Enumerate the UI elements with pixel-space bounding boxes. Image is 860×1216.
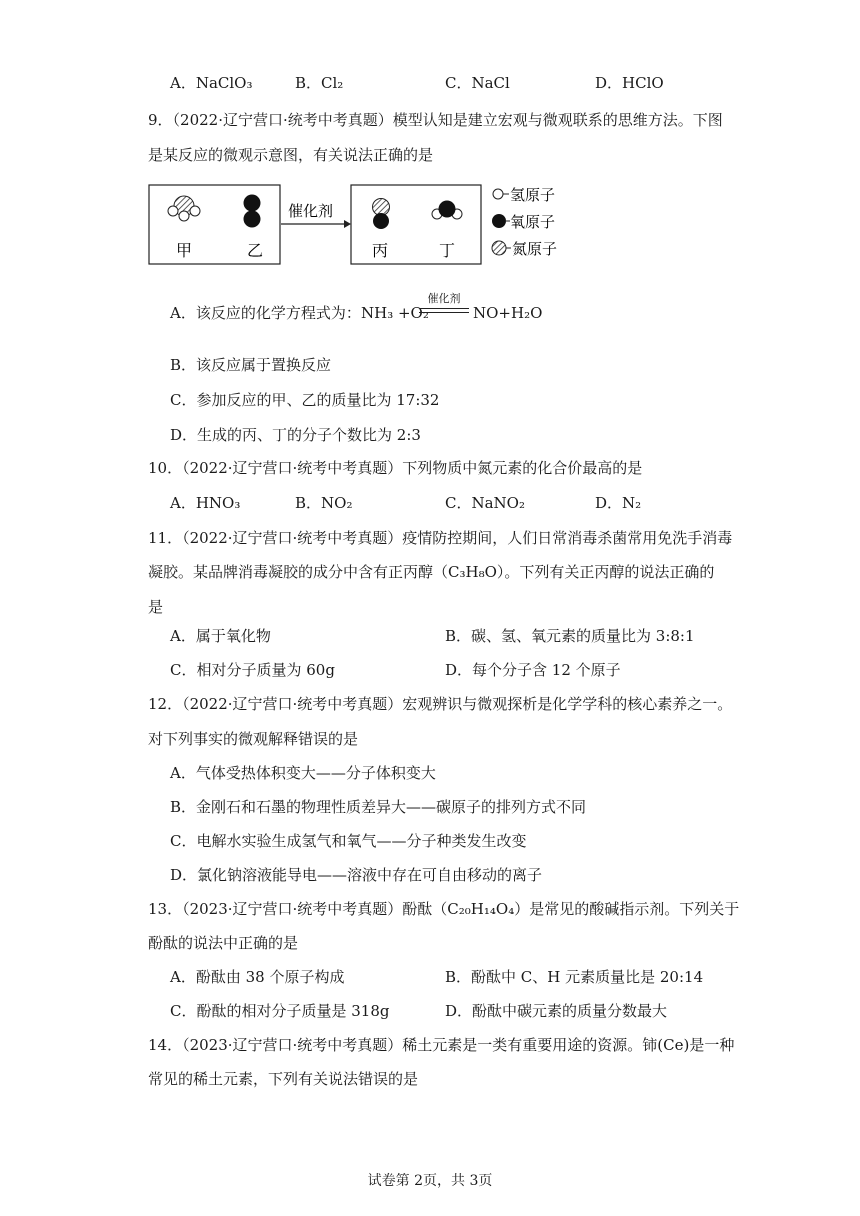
q11-option-c: C．相对分子质量为 60g <box>170 661 335 679</box>
q9-equation-catalyst: 催化剂 <box>427 292 461 305</box>
q9-equation-left: NH₃ +O₂ <box>361 304 429 322</box>
q13-option-b: B．酚酞中 C、H 元素质量比是 20:14 <box>445 968 704 986</box>
q12-option-a: A．气体受热体积变大——分子体积变大 <box>170 764 436 782</box>
q11-option-d: D．每个分子含 12 个原子 <box>445 661 621 679</box>
o2-molecule-icon <box>244 195 261 228</box>
label-yi: 乙 <box>247 241 264 260</box>
q13-option-d: D．酚酞中碳元素的质量分数最大 <box>445 1002 668 1020</box>
products-box <box>351 185 481 264</box>
h2o-molecule-icon <box>432 201 462 220</box>
legend-hydrogen <box>493 186 555 204</box>
no-molecule-icon <box>373 199 390 230</box>
page-footer: 试卷第 2页，共 3页 <box>367 1173 493 1189</box>
q10-option-c: C．NaNO₂ <box>445 494 525 512</box>
q11-option-b: B．碳、氢、氧元素的质量比为 3:8:1 <box>445 627 695 645</box>
q9-option-d: D．生成的丙、丁的分子个数比为 2:3 <box>170 426 421 444</box>
q13-option-a: A．酚酞由 38 个原子构成 <box>170 968 345 986</box>
q9-stem-line1: 9．（2022·辽宁营口·统考中考真题）模型认知是建立宏观与微观联系的思维方法。下图 <box>148 111 723 129</box>
q9-option-a-prefix: A．该反应的化学方程式为： <box>170 304 361 322</box>
nh3-molecule-icon <box>168 196 200 221</box>
label-ding: 丁 <box>439 241 456 260</box>
q10-option-b: B．NO₂ <box>295 494 353 512</box>
label-bing: 丙 <box>372 241 389 260</box>
q8-option-a: A．NaClO₃ <box>170 74 253 92</box>
q13-option-c: C．酚酞的相对分子质量是 318g <box>170 1002 390 1020</box>
legend-nitrogen <box>492 240 557 258</box>
legend-oxygen <box>492 213 555 231</box>
q8-option-d: D．HClO <box>595 74 664 92</box>
q9-equation-right: NO+H₂O <box>473 304 543 322</box>
q13-stem-line1: 13．（2023·辽宁营口·统考中考真题）酚酞（C₂₀H₁₄O₄）是常见的酸碱指示剂。下列关于 <box>148 900 740 918</box>
equation-equals-sign <box>419 308 469 313</box>
q14-stem-line1: 14．（2023·辽宁营口·统考中考真题）稀土元素是一类有重要用途的资源。铈(Ce)是一种 <box>148 1036 735 1054</box>
q11-stem-line1: 11．（2022·辽宁营口·统考中考真题）疫情防控期间，人们日常消毒杀菌常用免洗手消毒 <box>148 529 733 547</box>
svg-text:氧原子: 氧原子 <box>510 213 556 231</box>
q12-option-c: C．电解水实验生成氢气和氧气——分子种类发生改变 <box>170 832 527 850</box>
arrow-icon <box>344 220 351 228</box>
q13-stem-line2: 酚酞的说法中正确的是 <box>148 934 299 952</box>
q12-stem-line1: 12．（2022·辽宁营口·统考中考真题）宏观辨识与微观探析是化学学科的核心素养之一。 <box>148 695 733 713</box>
q10-stem: 10．（2022·辽宁营口·统考中考真题）下列物质中氮元素的化合价最高的是 <box>148 459 643 477</box>
q9-stem-line2: 是某反应的微观示意图，有关说法正确的是 <box>148 146 434 164</box>
q14-stem-line2: 常见的稀土元素，下列有关说法错误的是 <box>148 1070 419 1088</box>
q12-option-b: B．金刚石和石墨的物理性质差异大——碳原子的排列方式不同 <box>170 798 587 816</box>
svg-text:氮原子: 氮原子 <box>512 240 558 258</box>
q10-option-d: D．N₂ <box>595 494 642 512</box>
arrow-catalyst-label: 催化剂 <box>288 202 334 220</box>
q8-option-b: B．Cl₂ <box>295 74 344 92</box>
q9-option-b: B．该反应属于置换反应 <box>170 356 332 374</box>
q12-option-d: D．氯化钠溶液能导电——溶液中存在可自由移动的离子 <box>170 866 543 884</box>
q9-option-c: C．参加反应的甲、乙的质量比为 17:32 <box>170 391 440 409</box>
q10-option-a: A．HNO₃ <box>170 494 241 512</box>
q8-option-c: C．NaCl <box>445 74 510 92</box>
q12-stem-line2: 对下列事实的微观解释错误的是 <box>148 730 359 748</box>
q11-stem-line2: 凝胶。某品牌消毒凝胶的成分中含有正丙醇（C₃H₈O）。下列有关正丙醇的说法正确的 <box>148 563 715 581</box>
q11-option-a: A．属于氧化物 <box>170 627 271 645</box>
q11-stem-line3: 是 <box>148 598 164 616</box>
reaction-diagram <box>148 183 588 267</box>
svg-text:氢原子: 氢原子 <box>510 186 556 204</box>
label-jia: 甲 <box>176 241 193 260</box>
